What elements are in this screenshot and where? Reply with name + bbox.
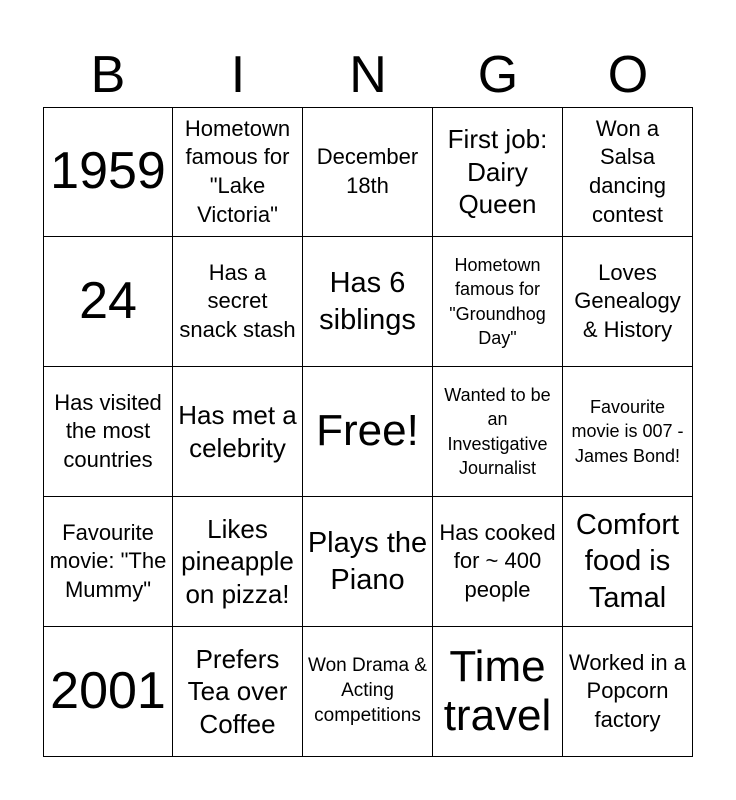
bingo-cell[interactable]: Worked in a Popcorn factory	[562, 626, 693, 757]
bingo-cell[interactable]: Loves Genealogy & History	[562, 236, 693, 367]
bingo-cell[interactable]: Plays the Piano	[302, 496, 433, 627]
bingo-cell[interactable]: Has a secret snack stash	[172, 236, 303, 367]
header-letter-n: N	[349, 46, 387, 104]
bingo-cell[interactable]: Has met a celebrity	[172, 366, 303, 497]
bingo-cell[interactable]: Has cooked for ~ 400 people	[432, 496, 563, 627]
bingo-cell[interactable]: Won a Salsa dancing contest	[562, 107, 693, 237]
bingo-cell[interactable]: Favourite movie: "The Mummy"	[43, 496, 173, 627]
header-letter-o: O	[607, 46, 649, 104]
bingo-cell[interactable]: Has visited the most countries	[43, 366, 173, 497]
bingo-cell[interactable]: Hometown famous for "Lake Victoria"	[172, 107, 303, 237]
bingo-board	[43, 107, 693, 757]
bingo-cell[interactable]: Comfort food is Tamal	[562, 496, 693, 627]
bingo-cell[interactable]: Has 6 siblings	[302, 236, 433, 367]
bingo-cell free-space[interactable]: Free!	[302, 366, 433, 497]
bingo-cell[interactable]: Hometown famous for "Groundhog Day"	[432, 236, 563, 367]
bingo-cell[interactable]: First job: Dairy Queen	[432, 107, 563, 237]
bingo-cell[interactable]: 24	[43, 236, 173, 367]
header-letter-b: B	[90, 46, 126, 104]
bingo-cell[interactable]: Favourite movie is 007 -James Bond!	[562, 366, 693, 497]
bingo-cell[interactable]: Time travel	[432, 626, 563, 757]
bingo-header	[43, 44, 693, 106]
header-letter-g: G	[477, 46, 519, 104]
bingo-cell[interactable]: 2001	[43, 626, 173, 757]
bingo-cell[interactable]: December 18th	[302, 107, 433, 237]
bingo-cell[interactable]: Likes pineapple on pizza!	[172, 496, 303, 627]
bingo-cell[interactable]: Prefers Tea over Coffee	[172, 626, 303, 757]
bingo-cell[interactable]: 1959	[43, 107, 173, 237]
bingo-cell[interactable]: Won Drama & Acting competitions	[302, 626, 433, 757]
bingo-cell[interactable]: Wanted to be an Investigative Journalist	[432, 366, 563, 497]
header-letter-i: I	[230, 46, 246, 104]
